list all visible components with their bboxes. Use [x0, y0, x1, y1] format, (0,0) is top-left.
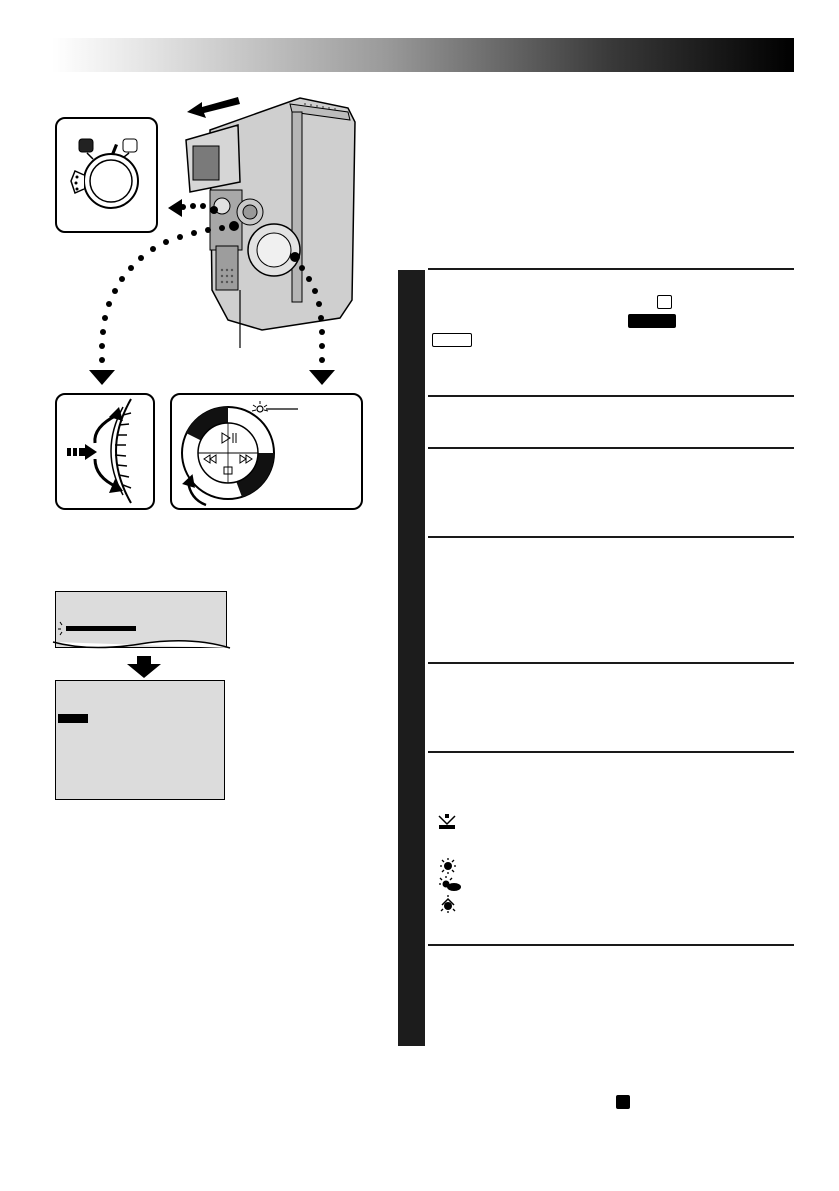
- step-sidebar: [398, 270, 425, 1046]
- sunny-icon: [438, 857, 458, 875]
- header-gradient-bar: [52, 38, 794, 72]
- control-buttons-panel: [170, 393, 363, 510]
- step-divider: [428, 944, 794, 946]
- step-divider: [428, 536, 794, 538]
- slide-arrow-icon: [187, 97, 240, 118]
- lcd-screen-after: [55, 680, 225, 800]
- camera-mode-icon: [628, 314, 676, 328]
- power-dial-icon: [57, 119, 156, 231]
- select-wheel-panel: [55, 393, 155, 510]
- lcd-tear-edge: [50, 640, 235, 654]
- halogen-icon: [438, 895, 458, 913]
- dsc-mode-icon: [432, 333, 472, 347]
- auto-mode-icon: [616, 1095, 630, 1109]
- control-buttons-icon: [172, 395, 361, 508]
- select-wheel-icon: [57, 395, 153, 508]
- step-divider: [428, 447, 794, 449]
- manual-mode-icon: [657, 295, 672, 309]
- lcd-highlight-bar: [58, 714, 88, 723]
- down-arrow-icon: [127, 656, 161, 678]
- manual-white-balance-icon: [436, 812, 458, 830]
- leader-dots-top: [180, 203, 206, 210]
- step-divider: [428, 395, 794, 397]
- power-dial-panel: [55, 117, 158, 233]
- cloudy-icon: [438, 875, 462, 893]
- leader-dots-left: [99, 225, 225, 363]
- step-divider: [428, 662, 794, 664]
- step-divider: [428, 268, 794, 270]
- light-icon: [257, 406, 263, 412]
- step-divider: [428, 751, 794, 753]
